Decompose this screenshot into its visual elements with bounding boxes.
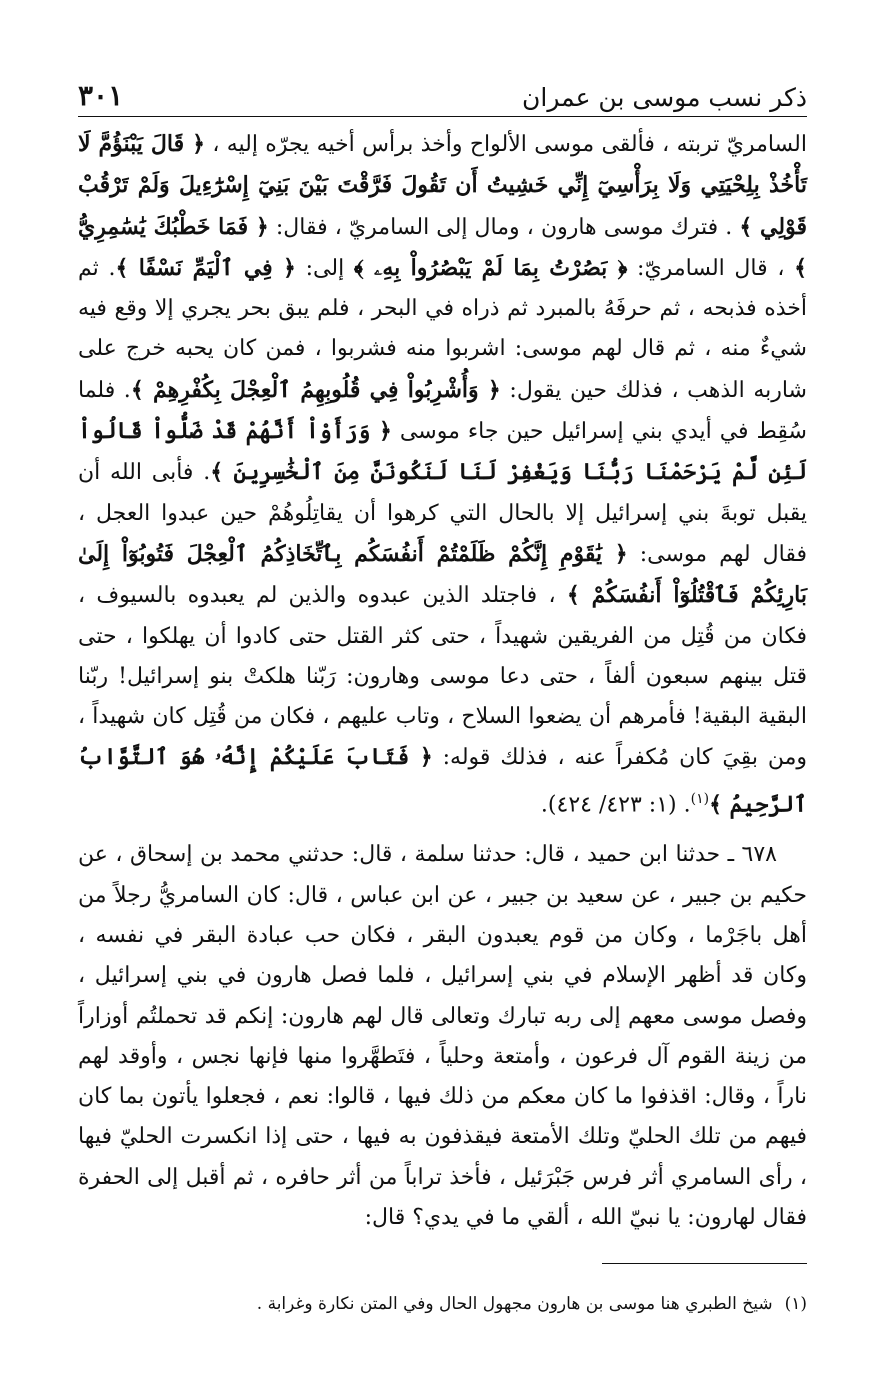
text-run: . فترك موسى هارون ، ومال إلى السامريّ ، فقال: — [268, 214, 740, 240]
running-title: ذكر نسب موسى بن عمران — [522, 83, 807, 112]
quran-verse: ﴿ وَأُشْرِبُواْ فِي قُلُوبِهِمُ ٱلْعِجْلَ بِكُفْرِهِمْ ﴾ — [130, 376, 501, 403]
page-number: ٣٠١ — [78, 79, 124, 112]
page-header — [78, 70, 807, 117]
footnote-number: (١) — [784, 1294, 807, 1314]
text-run: . (١: ٤٢٣/ ٤٢٤). — [540, 792, 691, 818]
quran-verse: ﴿ يَٰقَوْمِ إِنَّكُمْ ظَلَمْتُمْ أَنفُسَكُم بِٱتِّخَاذِكُمُ ٱلْعِجْلَ فَتُوبُوٓاْ إِلَىٰ بَارِئِكُمْ فَٱقْتُلُوٓاْ أَنفُسَكُمْ ﴾ — [78, 540, 807, 609]
main-text — [78, 124, 807, 1238]
text-run: إلى: — [295, 255, 354, 281]
quran-verse: ﴿ فَتَابَ عَلَيْكُمْ إِنَّهُۥ هُوَ ٱلتَّوَّابُ ٱلرَّحِيمُ ﴾ — [78, 744, 807, 818]
footnote — [78, 1292, 807, 1316]
text-run: ، فاجتلد الذين عبدوه والذين لم يعبدوه بالسيوف ، فكان من قُتِل من الفريقين شهيداً ، حتى كثر القتل حتى كادوا أن يهلكوا ، حتى قتل بينهم سبعون ألفاً ، حتى دعا موسى وهارون: رَبّنا هلكتْ بنو إسرائيل! ربّنا البقية البقية! فأمرهم أن يضعوا السلاح ، وتاب عليهم ، فكان من قُتِل كان شهيداً ، ومن بقِيَ كان مُكفراً عنه ، فذلك قوله: — [78, 583, 808, 771]
quran-verse: ﴿ بَصُرْتُ بِمَا لَمْ يَبْصُرُواْ بِهِۦ ﴾ — [353, 254, 628, 281]
text-run: السامريّ تربته ، فألقى موسى الألواح وأخذ برأس أخيه يجرّه إليه ، — [205, 132, 807, 157]
text-run: ، قال السامريّ: — [627, 255, 795, 281]
text-run: . ثم أخذه فذبحه ، ثم حرفَهُ بالمبرد ثم ذراه في البحر ، فلم يبق بحر يجري إلا وقع فيه شيءٌ منه ، ثم قال لهم موسى: اشربوا منه فشربوا ، فمن كان يحبه خرج على شاربه الذهب ، فذلك حين يقول: — [78, 255, 807, 403]
text-run: . فأبى الله أن يقبل توبةَ بني إسرائيل إلا بالحال التي كرهوا أن يقاتِلُوهُمْ حين عبدوا العجل ، فقال لهم موسى: — [78, 460, 807, 567]
quran-verse: ﴿ فَمَا خَطْبُكَ يَٰسَٰمِرِيُّ ﴾ — [78, 213, 807, 281]
quran-verse: ﴿ فِي ٱلْيَمِّ نَسْفًا ﴾ — [115, 254, 296, 281]
footnote-text: شيخ الطبري هنا موسى بن هارون مجهول الحال وفي المتن نكارة وغرابة . — [256, 1294, 773, 1314]
quran-verse: ﴿ قَالَ يَبْنَؤُمَّ لَا تَأْخُذْ بِلِحْيَتِي وَلَا بِرَأْسِيٓ إِنِّي خَشِيتُ أَن تَقُولَ فَرَّقْتَ بَيْنَ بَنِيٓ إِسْرَٰٓءِيلَ وَلَمْ تَرْقُبْ قَوْلِي ﴾ — [78, 131, 807, 240]
footnote-reference[interactable]: (١) — [690, 790, 710, 807]
quran-verse: ﴿ وَرَأَوْاْ أَنَّهُمْ قَدْ ضَلُّواْ قَالُواْ لَئِن لَّمْ يَرْحَمْنَا رَبُّنَا وَيَغْفِرْ لَنَا لَنَكُونَنَّ مِنَ ٱلْخَٰسِرِينَ ﴾ — [78, 418, 807, 486]
footnote-divider — [602, 1263, 807, 1264]
paragraph-1 — [78, 124, 807, 825]
paragraph-2: ٦٧٨ ـ حدثنا ابن حميد ، قال: حدثنا سلمة ، قال: حدثني محمد بن إسحاق ، عن حكيم بن جبير ، عن سعيد بن جبير ، عن ابن عباس ، قال: كان السامريُّ رجلاً من أهل باجَرْما ، وكان من قوم يعبدون البقر ، فكان حب عبادة البقر في نفسه ، وكان قد أظهر الإسلام في بني إسرائيل ، فلما فصل هارون في بني إسرائيل ، وفصل موسى معهم إلى ربه تبارك وتعالى قال لهم هارون: إنكم قد تحملتُم أوزاراً من زينة القوم آل فرعون ، وأمتعة وحلياً ، فتَطهَّروا منها فإنها نجس ، وأوقد لهم ناراً ، وقال: اقذفوا ما كان معكم من ذلك فيها ، قالوا: نعم ، فجعلوا يأتون بما كان فيهم من تلك الحليّ وتلك الأمتعة فيقذفون به فيها ، حتى إذا انكسرت الحليّ فيها ، رأى السامري أثر فرس جَبْرَئيل ، فأخذ تراباً من أثر حافره ، ثم أقبل إلى الحفرة فقال لهارون: يا نبيّ الله ، ألقي ما في يدي؟ قال: — [78, 842, 807, 1231]
text-run: . فلما سُقِط في أيدي بني إسرائيل حين جاء موسى — [78, 377, 807, 445]
